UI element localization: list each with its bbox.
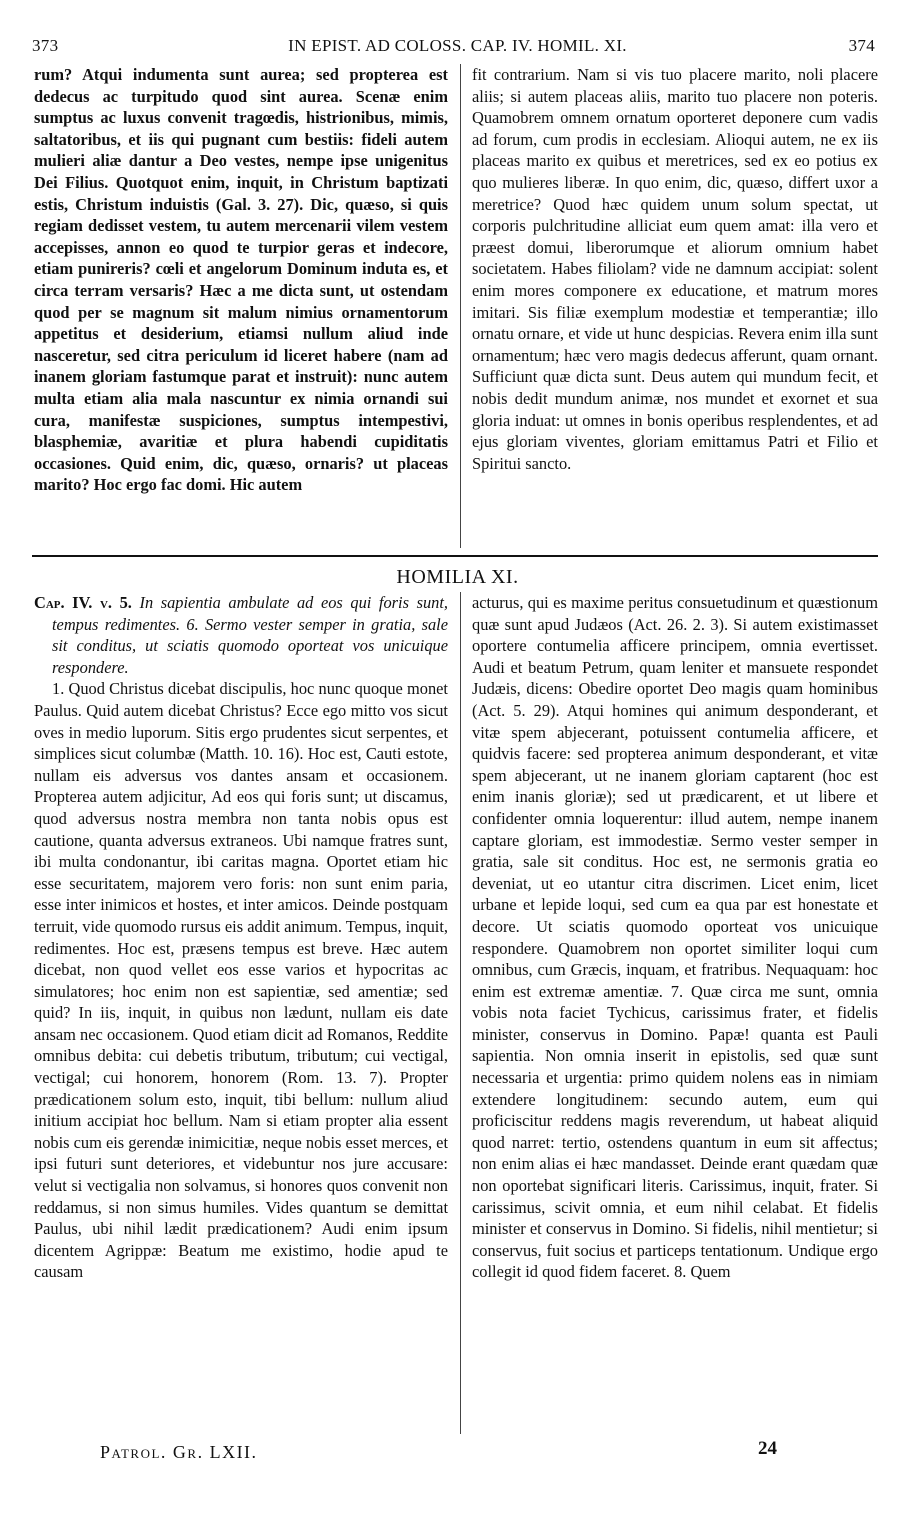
column-bottom-right xyxy=(472,592,878,1434)
paragraph-bottom-left: 1. Quod Christus dicebat discipulis, hoc nunc quoque monet Paulus. Quid autem dicebat Christus? Ecce ego mitto vos sicut oves in medio luporum. Sitis ergo prudentes sicut serpentes, et simplices sicut columbæ (Matth. 10. 16). Hoc est, Cauti estote, nullam eis adversus vos dantes ansam et occasionem. Propterea autem adjicitur, Ad eos qui foris sunt; ut discamus, quod adversus nostra membra non tanta nobis opus est cautione, quanta adversus extraneos. Ubi namque fratres sunt, ibi multa condonantur, ibi caritas magna. Oportet etiam hic esse securitatem, majorem vero foris: non sunt enim paria, esse inter inimicos et hostes, et inter amicos. Deinde postquam terruit, vide quomodo rursus eis addit animum. Tempus, inquit, redimentes. Hoc est, præsens tempus est breve. Hæc autem dicebat, non quod vellet eos esse varios et hypocritas ac simulatores; hoc enim non est sapientiæ, sed amentiæ; sed quid? In iis, inquit, in quibus non lædunt, nullam eis date ansam nec occasionem. Quod etiam dicit ad Romanos, Reddite omnibus debita: cui debetis tributum, tributum; cui vectigal, vectigal; cui honorem, honorem (Rom. 13. 7). Propter prædicationem solum esto, inquit, tibi bellum: nullum aliud initium accipiat hoc bellum. Nam si etiam propter alia essent nobis cum eis gerendæ inimicitiæ, neque nobis esset merces, et ipsi futuri sunt deteriores, et videbuntur nos jure accusare: velut si vectigalia non solvamus, si honores quos convenit non reddamus, si non simus humiles. Vides quantum se demittat Paulus, ubi nihil lædit prædicationem? Audi enim ipsum dicentem Agrippæ: Beatum me existimo, hodie apud te causam xyxy=(34,679,448,1282)
lemma-reference: Cap. IV. v. 5. xyxy=(34,593,132,612)
column-divider-bottom xyxy=(460,592,461,1434)
page-number-right: 374 xyxy=(848,36,875,55)
section-rule xyxy=(32,555,878,557)
column-bottom-left xyxy=(34,592,448,1434)
column-top-left xyxy=(34,64,448,550)
column-divider-top xyxy=(460,64,461,548)
signature-mark: Patrol. Gr. LXII. xyxy=(100,1442,258,1462)
lemma-text: In sapientia ambulate ad eos qui foris sunt, tempus redimentes. 6. Sermo vester semper in gratia, sale sit conditus, ut sciatis quomodo oporteat vos unicuique respondere. xyxy=(52,593,448,677)
column-top-right xyxy=(472,64,878,550)
page-number-left: 373 xyxy=(32,36,59,55)
homily-heading: HOMILIA XI. xyxy=(396,566,519,588)
paragraph-top-right: fit contrarium. Nam si vis tuo placere marito, noli placere aliis; si autem placeas aliis, marito tuo placere non poteris. Quamobrem omnem ornatum oporteret deponere cum vadis ad forum, cum prodis in ecclesiam. Alioqui autem, ne ex iis placeas marito ex quibus et meretrices, sed ex eo potius ex quo mulieres liberæ. In quo enim, dic, quæso, differt uxor a meretrice? Quod hæc quidem unum solum spectat, ut corporis pulchritudine alliciat eum quem amat: illa vero et præest domui, liberorumque et aliorum omnium habet societatem. Habes filiolam? vide ne damnum accipiat: solent enim mores componere ex educatione, et matrum mores imitari. Sis filiæ exemplum modestiæ et temperantiæ; illo ornatu ornare, et vide ut hunc despicias. Revera enim illa sunt ornamentum; hæc vero magis dedecus afferunt, quam ornant. Sufficiunt quæ dicta sunt. Deus autem qui mundum fecit, et nobis dedit mundum animæ, nos mundet et exornet et sua gloria induat: ut omnes in bonis operibus resplendentes, et ad ejus gloriam viventes, gloriam emittamus Patri et Filio et Spiritui sancto. xyxy=(472,65,878,473)
running-head xyxy=(0,30,915,56)
paragraph-top-left: rum? Atqui indumenta sunt aurea; sed propterea est dedecus ac turpitudo quod sint aurea. Scenæ enim sumptus ac luxus convenit tragœdis, histrionibus, mimis, saltatoribus, et iis qui pugnant cum bestiis: fideli autem mulieri aliæ dantur a Deo vestes, nempe ipse unigenitus Dei Filius. Quotquot enim, inquit, in Christum baptizati estis, Christum induistis (Gal. 3. 27). Dic, quæso, si quis regiam dedisset vestem, tu autem mercenarii vilem vestem accepisses, annon eo quod te turpior geras et indecore, etiam punireris? cœli et angelorum Dominum induta es, et circa terram versaris? Hæc a me dicta sunt, ut ostendam quod per se magnum sit malum nimius ornamentorum appetitus et desiderium, etiamsi nullum aliud inde nasceretur, sed citra periculum id liceret habere (nam ad inanem gloriam fastumque parat et instruit): nunc autem multa etiam alia mala nascuntur ex nimia ornandi sui cura, manifestæ suspiciones, sumptus intempestivi, blasphemiæ, avaritiæ et plura habendi cupiditatis occasiones. Quid enim, dic, quæso, ornaris? ut placeas marito? Hoc ergo fac domi. Hic autem xyxy=(34,65,448,495)
scripture-lemma xyxy=(34,592,448,678)
paragraph-bottom-right: acturus, qui es maxime peritus consuetudinum et quæstionum quæ sunt apud Judæos (Act. 26. 2. 3). Si autem existimasset oportere contumelia afficere principem, omnia evertisset. Audi et beatum Petrum, quam leniter et mansuete respondet Judæis, dicens: Obedire oportet Deo magis quam hominibus (Act. 5. 29). Atqui homines qui animum desponderant, et vitæ spem abjecerant, potuissent contumelia afficere, et quidvis facere: sed propterea animum desponderant, et vitæ spem abjecerant, ut ne inanem gloriam captarent (hoc est enim inanis gloriæ); sed ut prædicarent, et ut libere et confidenter omnia loquerentur: illud autem, nempe inanem captare gloriam, est immodestiæ. Sermo vester semper in gratia, sale sit conditus. Hoc est, ne sermonis gratia eo deveniat, ut eo utantur citra discrimen. Licet enim, licet urbane et lepide loqui, sed cum ea qua par est honestate et decore. Ut sciatis quomodo oporteat vos unicuique respondere. Quamobrem non oportet similiter loqui cum omnibus, cum Græcis, inquam, et fratribus. Nequaquam: hoc enim est extremæ amentiæ. 7. Quæ circa me sunt, omnia vobis nota faciet Tychicus, carissimus frater, et fidelis minister, conservus in Domino. Papæ! quanta est Pauli sapientia. Non omnia inserit in epistolis, sed quæ sunt necessaria et urgentia: primo quidem nolens eas in nimiam extendere longitudinem: secundo autem, eum qui proficiscitur reddens magis reverendum, ut habeat aliquid quod narret: tertio, ostendens quantum in eum sit affectus; non enim alias ei hæc mandasset. Deinde erant quædam quæ non oportebat significari literis. Carissimus, inquit, frater. Si carissimus, scivit omnia, et eum nihil celabat. Et fidelis minister et conservus in Domino. Si fidelis, nihil mentietur; si conservus, fuit socius et particeps tentationum. Undique ergo collegit id quod fidem faceret. 8. Quem xyxy=(472,593,878,1282)
sheet-number: 24 xyxy=(758,1438,777,1459)
running-title: IN EPIST. AD COLOSS. CAP. IV. HOMIL. XI. xyxy=(288,36,627,55)
